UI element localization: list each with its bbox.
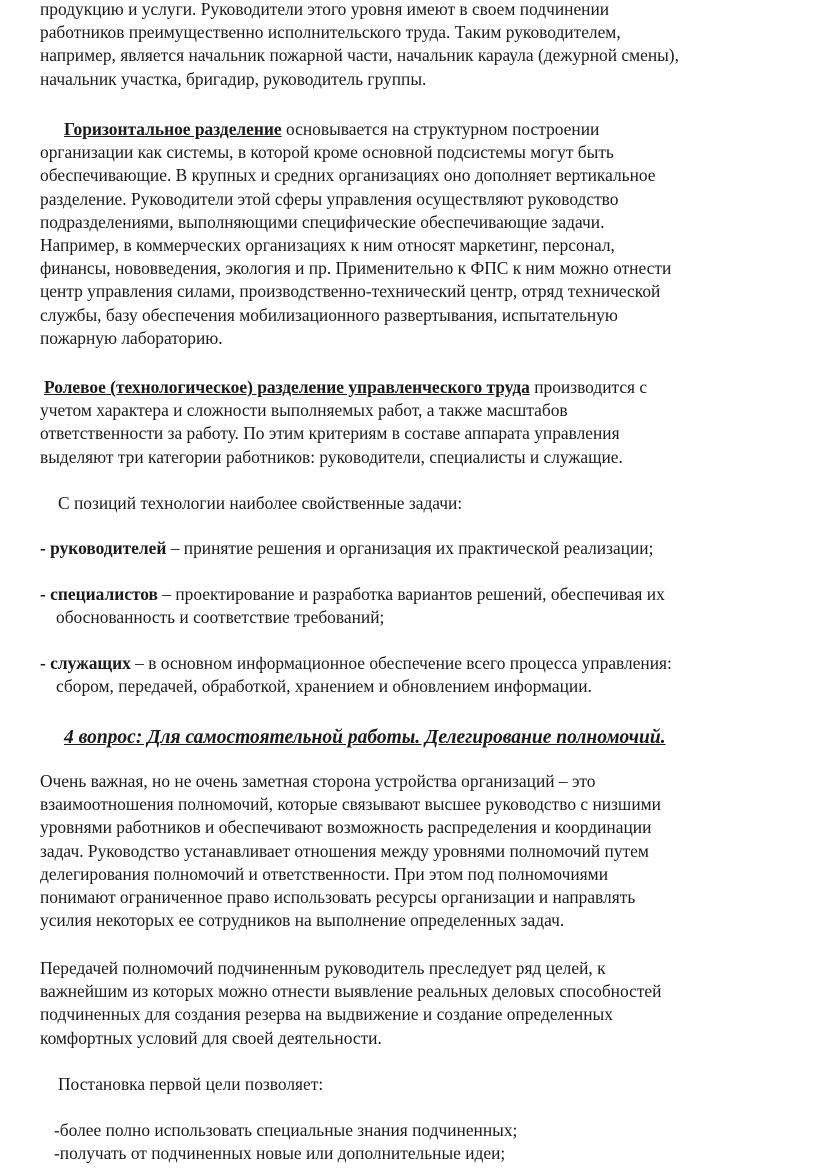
paragraph-continuation [40, 0, 800, 91]
text-line: сбором, передачей, обработкой, хранением и обновлением информации. [56, 676, 592, 697]
text-line: работников преимущественно исполнительского труда. Таким руководителем, [40, 22, 621, 43]
text-line: подразделениями, выполняющими специфические обеспечивающие задачи. [40, 211, 605, 232]
text-line: Очень важная, но не очень заметная сторона устройства организаций – это [40, 771, 596, 791]
list-dash: - [40, 538, 51, 558]
text-line: взаимоотношения полномочий, которые связывают высшее руководство с низшими [40, 794, 661, 815]
text-line [40, 376, 800, 399]
text-line: финансы, нововведения, экология и пр. Применительно к ФПС к ним можно отнести [40, 258, 672, 279]
text-line: Передачей полномочий подчиненным руководитель преследует ряд целей, к [40, 958, 606, 978]
text-line: уровнями работников и обеспечивают возможность распределения и координации [40, 817, 652, 838]
list-dash: - [40, 584, 51, 604]
text-line [40, 537, 800, 560]
term-employees: служащих [50, 653, 131, 673]
text-line: центр управления силами, производственно-технический центр, отряд технической [40, 281, 661, 302]
text-line: продукцию и услуги. Руководители этого уровня имеют в своем подчинении [40, 0, 610, 19]
text-line: организации как системы, в которой кроме основной подсистемы могут быть [40, 142, 614, 163]
text-line: Постановка первой цели позволяет: [58, 1074, 324, 1094]
text-line: ответственности за работу. По этим критериям в составе аппарата управления [40, 423, 620, 444]
text-line: обеспечивающие. В крупных и средних организациях оно дополняет вертикальное [40, 165, 656, 186]
text-line [40, 652, 800, 675]
paragraph-role-division [40, 376, 800, 469]
term-specialists: специалистов [50, 584, 158, 604]
text-line: делегирования полномочий и ответственности. При этом под полномочиями [40, 863, 608, 884]
text-line: понимают ограниченное право использовать ресурсы организации и направлять [40, 887, 636, 908]
paragraph-first-goal [40, 1073, 800, 1096]
section-heading: 4 вопрос: Для самостоятельной работы. Делегирование полномочий. [64, 727, 666, 748]
paragraph-technology-tasks [40, 492, 800, 515]
text-fragment: производится с [529, 377, 648, 397]
paragraph-delegation-goals [40, 957, 800, 1050]
text-line: разделение. Руководители этой сферы управления осуществляют руководство [40, 188, 619, 209]
text-line: задач. Руководство устанавливает отношения между уровнями полномочий путем [40, 840, 649, 861]
list-item-specialists [40, 583, 800, 629]
text-fragment: – в основном информационное обеспечение всего процесса управления: [130, 653, 672, 673]
text-line: комфортных условий для своей деятельности. [40, 1027, 382, 1048]
list-item: -более полно использовать специальные знания подчиненных; [54, 1120, 518, 1140]
paragraph-horizontal-division [40, 118, 800, 350]
text-line: С позиций технологии наиболее свойственные задачи: [58, 493, 463, 513]
text-line: начальник участка, бригадир, руководитель группы. [40, 68, 427, 89]
text-line: важнейшим из которых можно отнести выявление реальных деловых способностей [40, 981, 662, 1002]
text-line [40, 583, 800, 606]
text-line: выделяют три категории работников: руководители, специалисты и служащие. [40, 446, 623, 467]
text-line: Например, в коммерческих организациях к ним относят маркетинг, персонал, [40, 235, 615, 256]
text-fragment: – проектирование и разработка вариантов решений, обеспечивая их [157, 584, 665, 604]
text-fragment: – принятие решения и организация их практической реализации; [166, 538, 654, 558]
text-line: учетом характера и сложности выполняемых работ, а также масштабов [40, 400, 568, 421]
term-horizontal-division: Горизонтальное разделение [64, 119, 282, 139]
paragraph-authority-relations [40, 770, 800, 932]
goals-list [40, 1119, 800, 1165]
text-line: службы, базу обеспечения мобилизационного развертывания, испытательную [40, 304, 618, 325]
text-line: подчиненных для создания резерва на выдвижение и создание определенных [40, 1004, 613, 1025]
term-managers: руководителей [50, 538, 167, 558]
text-line: например, является начальник пожарной части, начальник караула (дежурной смены), [40, 45, 679, 66]
text-line: пожарную лабораторию. [40, 327, 223, 348]
text-fragment: основывается на структурном построении [281, 119, 600, 139]
list-item-employees [40, 652, 800, 698]
term-role-division: Ролевое (технологическое) разделение управленческого труда [44, 377, 530, 397]
text-line [40, 118, 800, 141]
list-dash: - [40, 653, 51, 673]
text-line: обоснованность и соответствие требований; [56, 607, 385, 628]
list-item: -получать от подчиненных новые или дополнительные идеи; [54, 1143, 506, 1164]
text-line: усилия некоторых ее сотрудников на выполнение определенных задач. [40, 910, 565, 931]
list-item-managers [40, 537, 800, 560]
